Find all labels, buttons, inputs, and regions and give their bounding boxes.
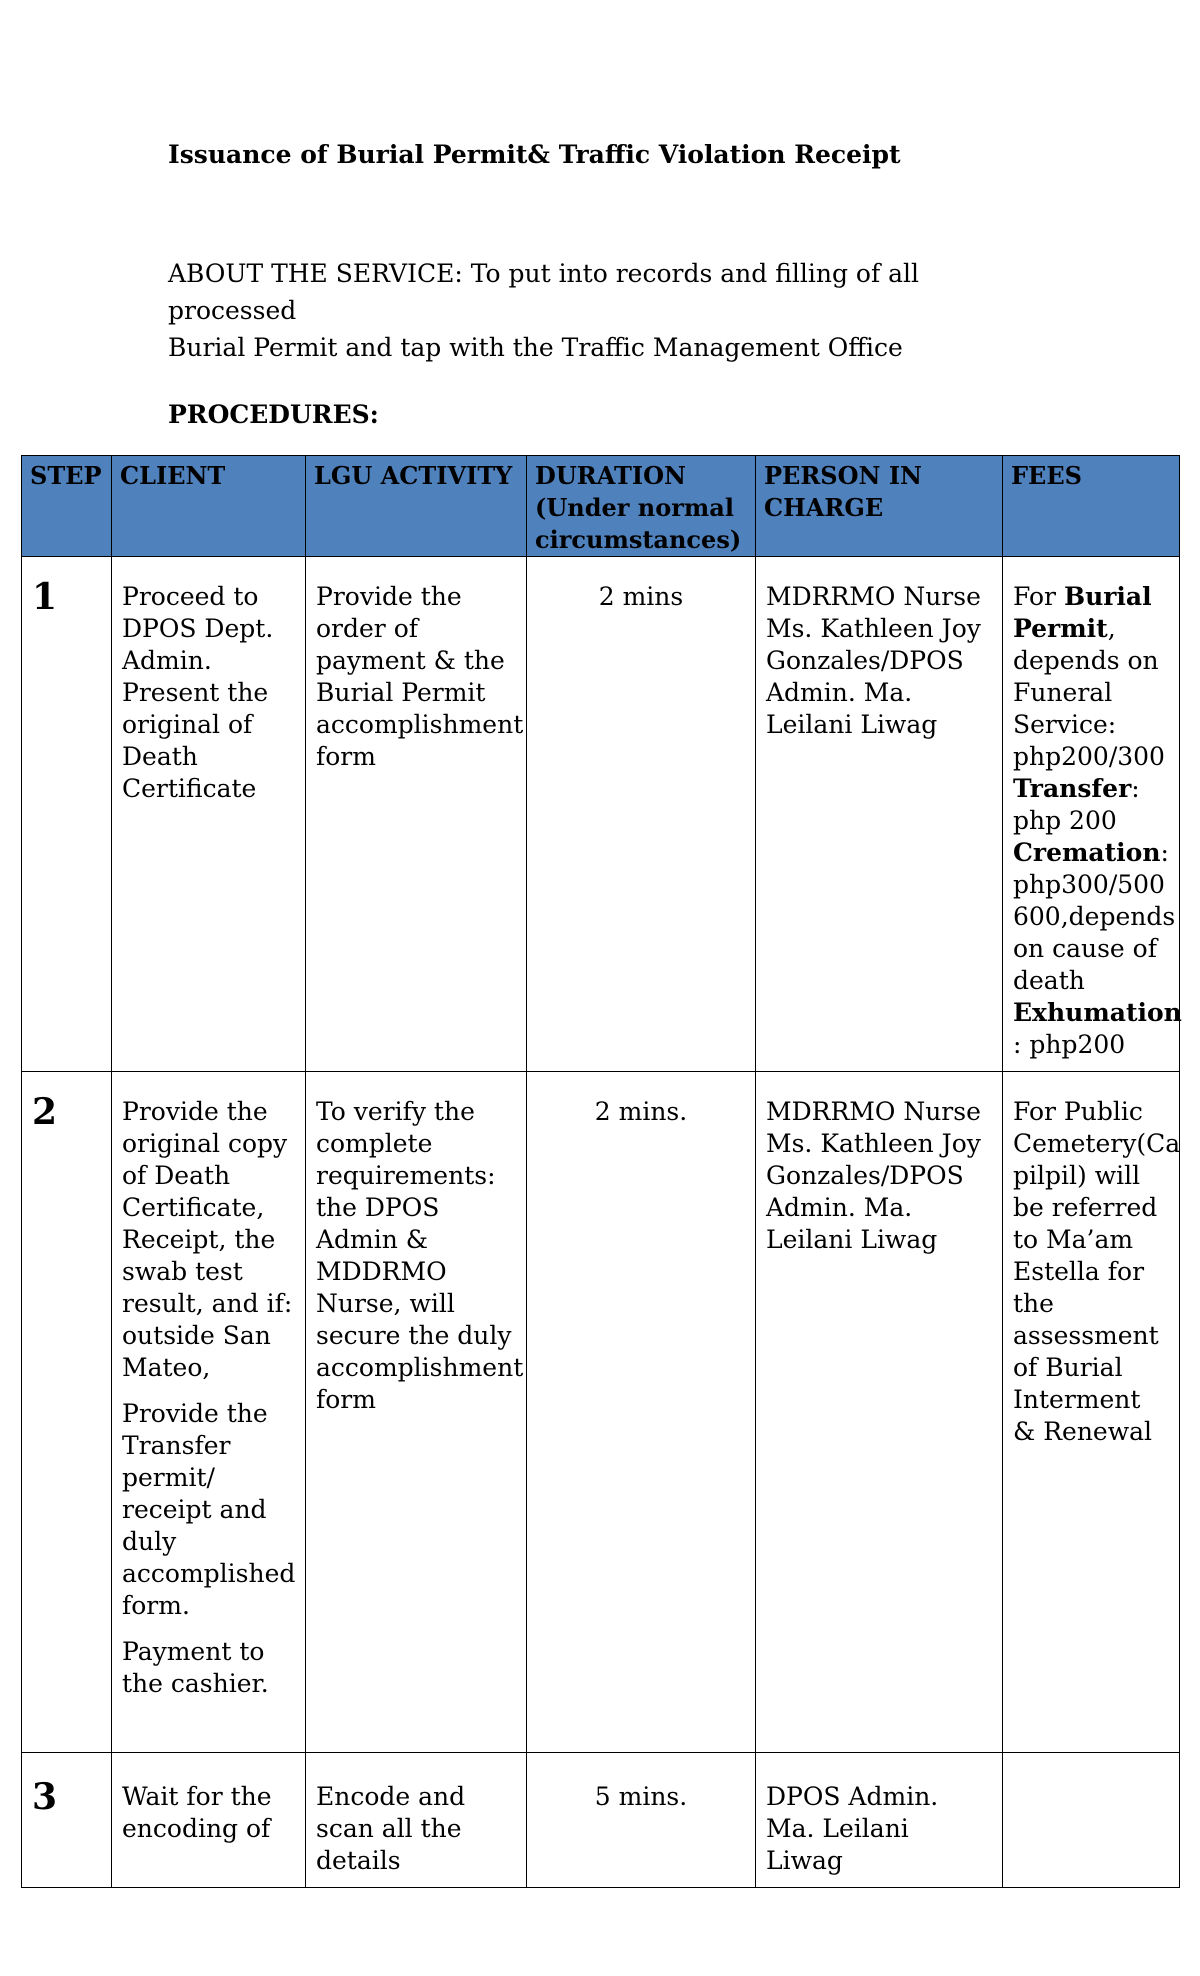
fees-exhumation-label: Exhumation	[1013, 998, 1182, 1027]
fees-cremation-text: : php300/500 600,depends on cause of death	[1013, 838, 1176, 995]
duration-cell: 2 mins.	[527, 1072, 756, 1753]
procedures-heading: PROCEDURES:	[168, 400, 379, 429]
person-in-charge-cell: MDRRMO Nurse Ms. Kathleen Joy Gonzales/DPOS Admin. Ma. Leilani Liwag	[756, 1072, 1003, 1753]
fees-cremation-label: Cremation	[1013, 838, 1161, 867]
header-duration-line-3: circumstances)	[535, 525, 742, 554]
table-header-row	[22, 456, 1180, 557]
step-number: 2	[22, 1072, 112, 1753]
person-in-charge-cell: MDRRMO Nurse Ms. Kathleen Joy Gonzales/DPOS Admin. Ma. Leilani Liwag	[756, 557, 1003, 1072]
client-paragraph-3: Payment to the cashier.	[122, 1637, 269, 1698]
client-paragraph-2: Provide the Transfer permit/ receipt and duly accomplished form.	[122, 1399, 296, 1620]
fees-for: For	[1013, 582, 1064, 611]
fees-transfer-text: : php 200	[1013, 774, 1140, 835]
procedures-table	[21, 455, 1180, 1888]
header-step: STEP	[22, 456, 112, 557]
duration-cell: 5 mins.	[527, 1753, 756, 1888]
header-duration	[527, 456, 756, 557]
person-in-charge-cell: DPOS Admin. Ma. Leilani Liwag	[756, 1753, 1003, 1888]
header-person-line-1: PERSON IN	[764, 461, 922, 490]
fees-cell: For Public Cemetery(Ca pilpil) will be referred to Ma’am Estella for the assessment of Burial Interment & Renewal	[1003, 1072, 1180, 1753]
client-cell: Proceed to DPOS Dept. Admin. Present the original of Death Certificate	[112, 557, 306, 1072]
client-cell: Wait for the encoding of	[112, 1753, 306, 1888]
document-title: Issuance of Burial Permit& Traffic Violation Receipt	[168, 140, 901, 169]
header-duration-line-1: DURATION	[535, 461, 686, 490]
about-line-1: ABOUT THE SERVICE: To put into records and filling of all processed	[168, 259, 920, 325]
fees-burial-label: Burial Permit	[1013, 582, 1152, 643]
header-person-in-charge	[756, 456, 1003, 557]
duration-cell: 2 mins	[527, 557, 756, 1072]
lgu-activity-cell: Encode and scan all the details	[306, 1753, 527, 1888]
fees-burial-text: , depends on Funeral Service: php200/300	[1013, 614, 1165, 771]
header-lgu-activity: LGU ACTIVITY	[306, 456, 527, 557]
about-line-2: Burial Permit and tap with the Traffic Management Office	[168, 333, 903, 362]
table-row	[22, 557, 1180, 1072]
header-client: CLIENT	[112, 456, 306, 557]
client-paragraph-1: Provide the original copy of Death Certificate, Receipt, the swab test result, and if: outside San Mateo,	[122, 1097, 293, 1382]
table-row	[22, 1072, 1180, 1753]
step-number: 1	[22, 557, 112, 1072]
fees-exhumation-text: : php200	[1013, 1030, 1126, 1059]
fees-cell	[1003, 557, 1180, 1072]
header-person-line-2: CHARGE	[764, 493, 884, 522]
header-duration-line-2: (Under normal	[535, 493, 734, 522]
about-the-service	[168, 255, 1028, 366]
header-fees: FEES	[1003, 456, 1180, 557]
fees-cell	[1003, 1753, 1180, 1888]
table-row	[22, 1753, 1180, 1888]
lgu-activity-cell: Provide the order of payment & the Burial Permit accomplishment form	[306, 557, 527, 1072]
fees-transfer-label: Transfer	[1013, 774, 1132, 803]
step-number: 3	[22, 1753, 112, 1888]
lgu-activity-cell: To verify the complete requirements: the DPOS Admin & MDDRMO Nurse, will secure the duly accomplishment form	[306, 1072, 527, 1753]
client-cell	[112, 1072, 306, 1753]
